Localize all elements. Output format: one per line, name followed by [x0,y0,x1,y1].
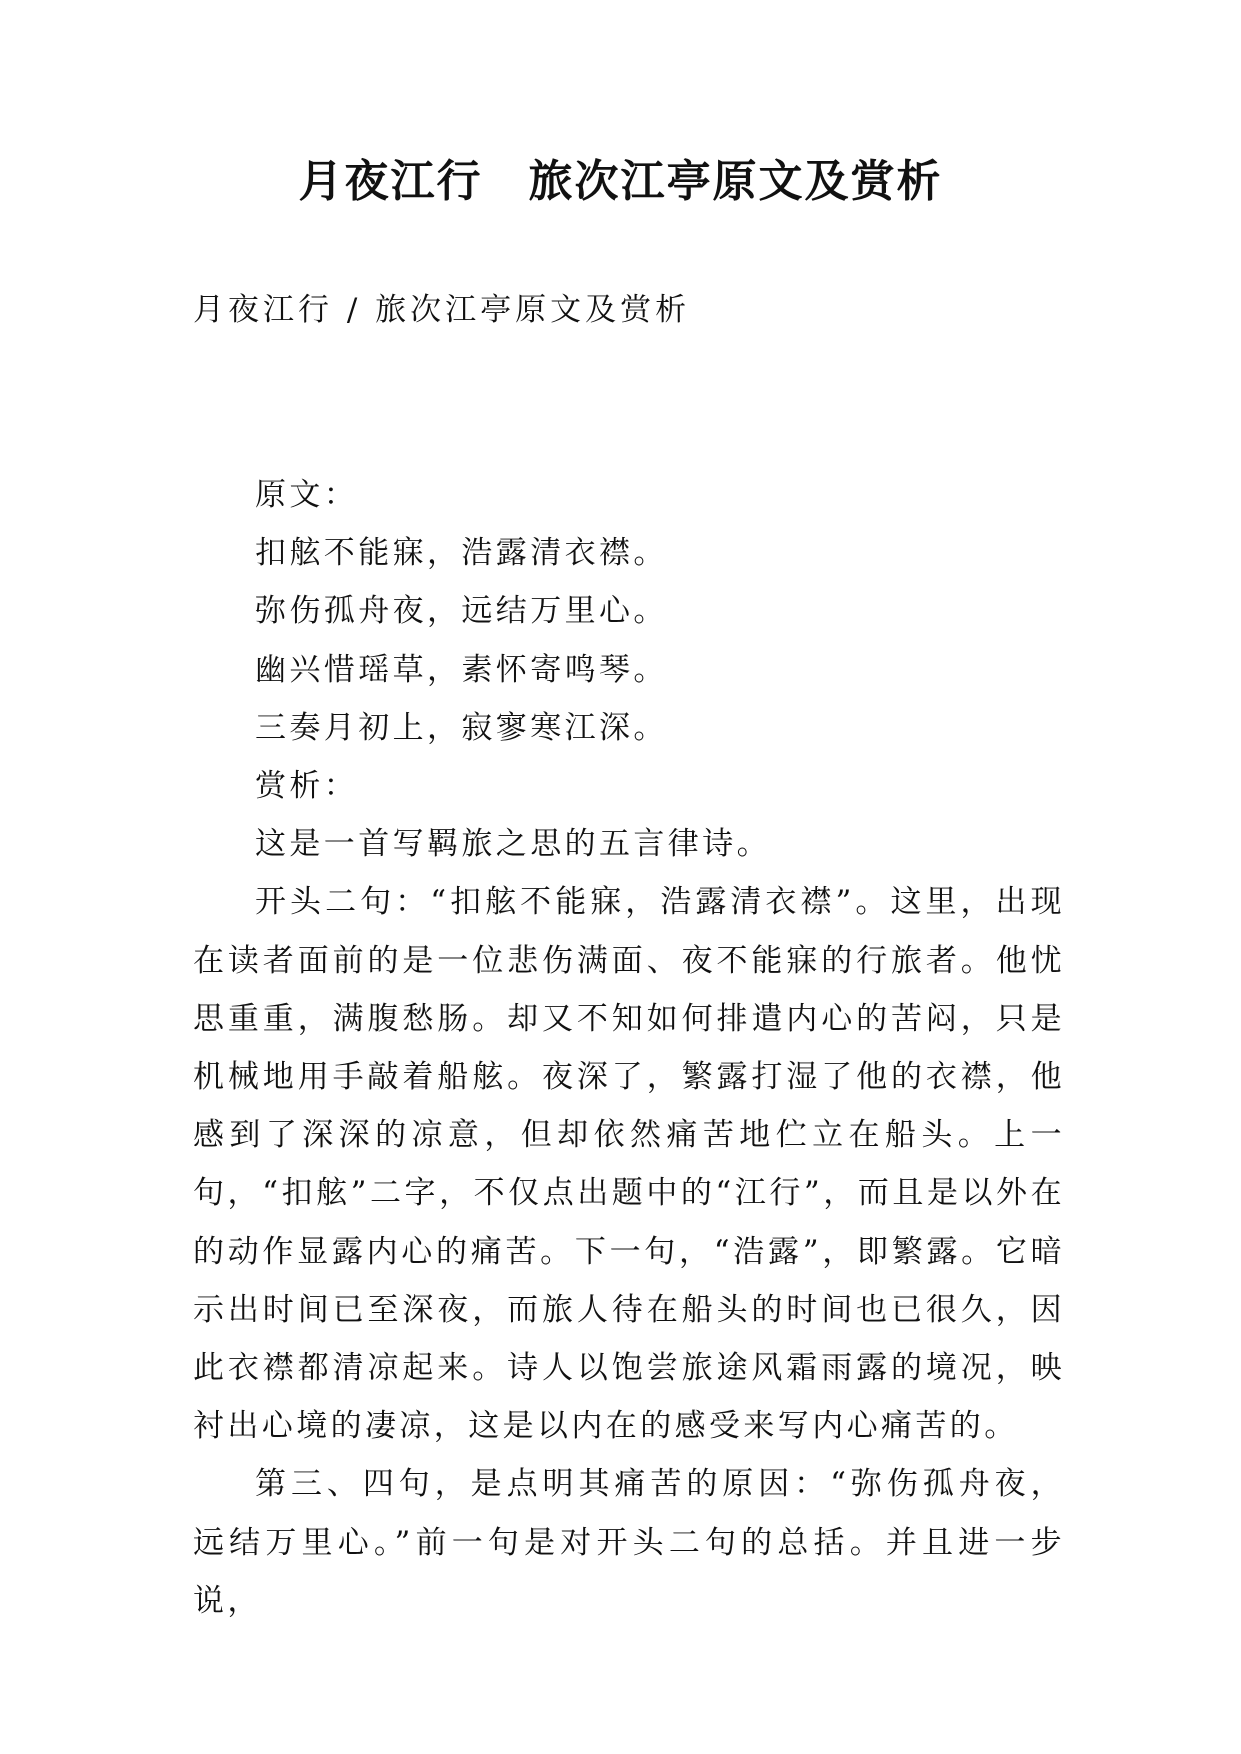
document-subtitle: 月夜江行 / 旅次江亭原文及赏析 [193,292,691,328]
poem-line-3: 幽兴惜瑶草，素怀寄鸣琴。 [255,651,668,688]
paragraph-original-heading: 原文： [255,477,359,513]
paragraph-analysis-heading: 赏析： [255,768,359,805]
document-body [193,466,1065,1630]
poem-line-2: 弥伤孤舟夜，远结万里心。 [255,593,668,630]
document-title: 月夜江行 旅次江亭原文及赏析 [298,156,943,207]
analysis-paragraph: 开头二句：“扣舷不能寐，浩露清衣襟”。这里，出现在读者面前的是一位悲伤满面、夜不能寐的行旅者。他忧思重重，满腹愁肠。却又不知如何排遣内心的苦闷，只是机械地用手敲着船舷。夜深了，繁露打湿了他的衣襟，他感到了深深的凉意，但却依然痛苦地伫立在船头。上一句，“扣舷”二字，不仅点出题中的“江行”，而且是以外在的动作显露内心的痛苦。下一句，“浩露”，即繁露。它暗示出时间已至深夜，而旅人待在船头的时间也已很久，因此衣襟都清凉起来。诗人以饱尝旅途风霜雨露的境况，映衬出心境的凄凉，这是以内在的感受来写内心痛苦的。 [193,884,1065,1445]
poem-line-4: 三奏月初上，寂寥寒江深。 [255,709,668,746]
analysis-paragraph: 第三、四句，是点明其痛苦的原因：“弥伤孤舟夜，远结万里心。”前一句是对开头二句的总括。并且进一步说， [193,1466,1065,1619]
analysis-paragraph: 这是一首写羁旅之思的五言律诗。 [255,826,771,863]
poem-line-1: 扣舷不能寐，浩露清衣襟。 [255,535,668,572]
